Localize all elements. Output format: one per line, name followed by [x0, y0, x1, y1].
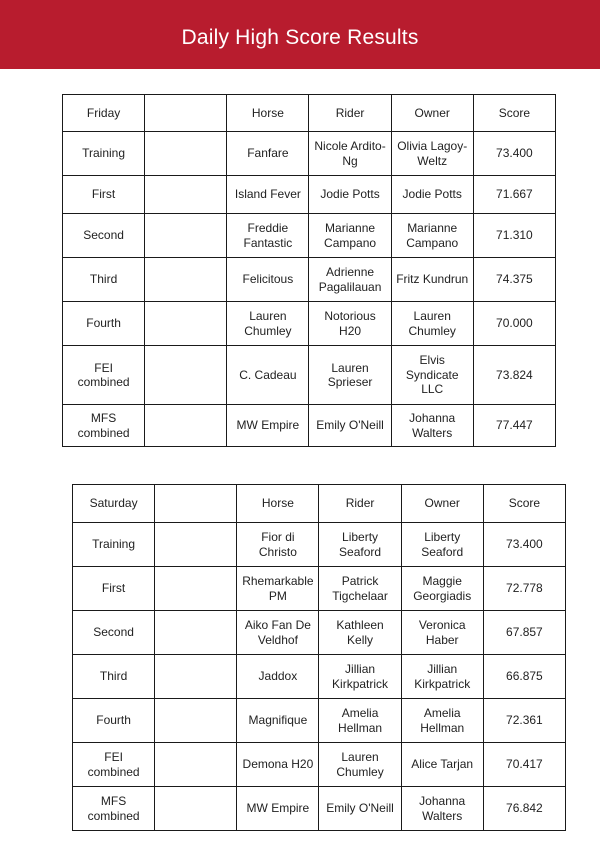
table-row [73, 611, 566, 655]
class-label: MFS combined [63, 405, 145, 447]
table-row [73, 743, 566, 787]
score-cell: 66.875 [483, 655, 565, 699]
horse-cell: C. Cadeau [227, 346, 309, 405]
horse-cell: MW Empire [237, 787, 319, 831]
horse-cell: MW Empire [227, 405, 309, 447]
class-label: Third [73, 655, 155, 699]
owner-cell: Elvis Syndicate LLC [391, 346, 473, 405]
table-row [73, 523, 566, 567]
class-label: Training [63, 132, 145, 176]
column-header-horse: Horse [237, 485, 319, 523]
owner-cell: Amelia Hellman [401, 699, 483, 743]
rider-cell: Emily O'Neill [319, 787, 401, 831]
empty-cell [155, 485, 237, 523]
table-row [73, 567, 566, 611]
horse-cell: Rhemarkable PM [237, 567, 319, 611]
owner-cell: Johanna Walters [391, 405, 473, 447]
class-label: First [73, 567, 155, 611]
rider-cell: Jodie Potts [309, 176, 391, 214]
rider-cell: Patrick Tigchelaar [319, 567, 401, 611]
column-header-score: Score [473, 95, 555, 132]
rider-cell: Adrienne Pagalilauan [309, 258, 391, 302]
horse-cell: Aiko Fan De Veldhof [237, 611, 319, 655]
owner-cell: Johanna Walters [401, 787, 483, 831]
owner-cell: Maggie Georgiadis [401, 567, 483, 611]
empty-cell [145, 346, 227, 405]
class-label: FEI combined [73, 743, 155, 787]
owner-cell: Lauren Chumley [391, 302, 473, 346]
rider-cell: Lauren Sprieser [309, 346, 391, 405]
column-header-owner: Owner [391, 95, 473, 132]
horse-cell: Fanfare [227, 132, 309, 176]
table-header-row [63, 95, 556, 132]
column-header-owner: Owner [401, 485, 483, 523]
empty-cell [145, 95, 227, 132]
table-row [63, 176, 556, 214]
owner-cell: Liberty Seaford [401, 523, 483, 567]
empty-cell [155, 699, 237, 743]
empty-cell [155, 743, 237, 787]
horse-cell: Magnifique [237, 699, 319, 743]
page-title: Daily High Score Results [181, 25, 419, 49]
score-cell: 77.447 [473, 405, 555, 447]
score-cell: 67.857 [483, 611, 565, 655]
empty-cell [155, 655, 237, 699]
empty-cell [145, 176, 227, 214]
owner-cell: Alice Tarjan [401, 743, 483, 787]
owner-cell: Jodie Potts [391, 176, 473, 214]
horse-cell: Freddie Fantastic [227, 214, 309, 258]
score-cell: 71.667 [473, 176, 555, 214]
horse-cell: Island Fever [227, 176, 309, 214]
rider-cell: Kathleen Kelly [319, 611, 401, 655]
owner-cell: Jillian Kirkpatrick [401, 655, 483, 699]
table-row [63, 405, 556, 447]
horse-cell: Lauren Chumley [227, 302, 309, 346]
class-label: FEI combined [63, 346, 145, 405]
table-row [73, 699, 566, 743]
table-row [73, 787, 566, 831]
empty-cell [145, 214, 227, 258]
empty-cell [145, 405, 227, 447]
class-label: Fourth [73, 699, 155, 743]
owner-cell: Marianne Campano [391, 214, 473, 258]
rider-cell: Notorious H20 [309, 302, 391, 346]
results-table-friday [62, 94, 556, 447]
page-header [0, 0, 600, 69]
table-row [63, 258, 556, 302]
empty-cell [145, 302, 227, 346]
owner-cell: Veronica Haber [401, 611, 483, 655]
score-cell: 72.361 [483, 699, 565, 743]
horse-cell: Fior di Christo [237, 523, 319, 567]
empty-cell [155, 611, 237, 655]
table-row [73, 655, 566, 699]
class-label: Fourth [63, 302, 145, 346]
empty-cell [155, 523, 237, 567]
empty-cell [155, 787, 237, 831]
score-cell: 76.842 [483, 787, 565, 831]
class-label: Second [73, 611, 155, 655]
class-label: Second [63, 214, 145, 258]
score-cell: 71.310 [473, 214, 555, 258]
column-header-rider: Rider [319, 485, 401, 523]
day-label: Friday [63, 95, 145, 132]
class-label: Training [73, 523, 155, 567]
column-header-rider: Rider [309, 95, 391, 132]
day-label: Saturday [73, 485, 155, 523]
table-header-row [73, 485, 566, 523]
horse-cell: Felicitous [227, 258, 309, 302]
table-row [63, 302, 556, 346]
score-cell: 73.400 [483, 523, 565, 567]
table-row [63, 132, 556, 176]
class-label: First [63, 176, 145, 214]
table-row [63, 346, 556, 405]
rider-cell: Nicole Ardito-Ng [309, 132, 391, 176]
column-header-score: Score [483, 485, 565, 523]
score-cell: 73.400 [473, 132, 555, 176]
rider-cell: Emily O'Neill [309, 405, 391, 447]
empty-cell [155, 567, 237, 611]
column-header-horse: Horse [227, 95, 309, 132]
class-label: MFS combined [73, 787, 155, 831]
owner-cell: Fritz Kundrun [391, 258, 473, 302]
rider-cell: Jillian Kirkpatrick [319, 655, 401, 699]
class-label: Third [63, 258, 145, 302]
score-cell: 70.000 [473, 302, 555, 346]
table-row [63, 214, 556, 258]
score-cell: 74.375 [473, 258, 555, 302]
rider-cell: Amelia Hellman [319, 699, 401, 743]
owner-cell: Olivia Lagoy-Weltz [391, 132, 473, 176]
results-table-saturday [72, 484, 566, 831]
empty-cell [145, 132, 227, 176]
rider-cell: Liberty Seaford [319, 523, 401, 567]
score-cell: 70.417 [483, 743, 565, 787]
rider-cell: Lauren Chumley [319, 743, 401, 787]
rider-cell: Marianne Campano [309, 214, 391, 258]
empty-cell [145, 258, 227, 302]
score-cell: 72.778 [483, 567, 565, 611]
horse-cell: Jaddox [237, 655, 319, 699]
horse-cell: Demona H20 [237, 743, 319, 787]
score-cell: 73.824 [473, 346, 555, 405]
